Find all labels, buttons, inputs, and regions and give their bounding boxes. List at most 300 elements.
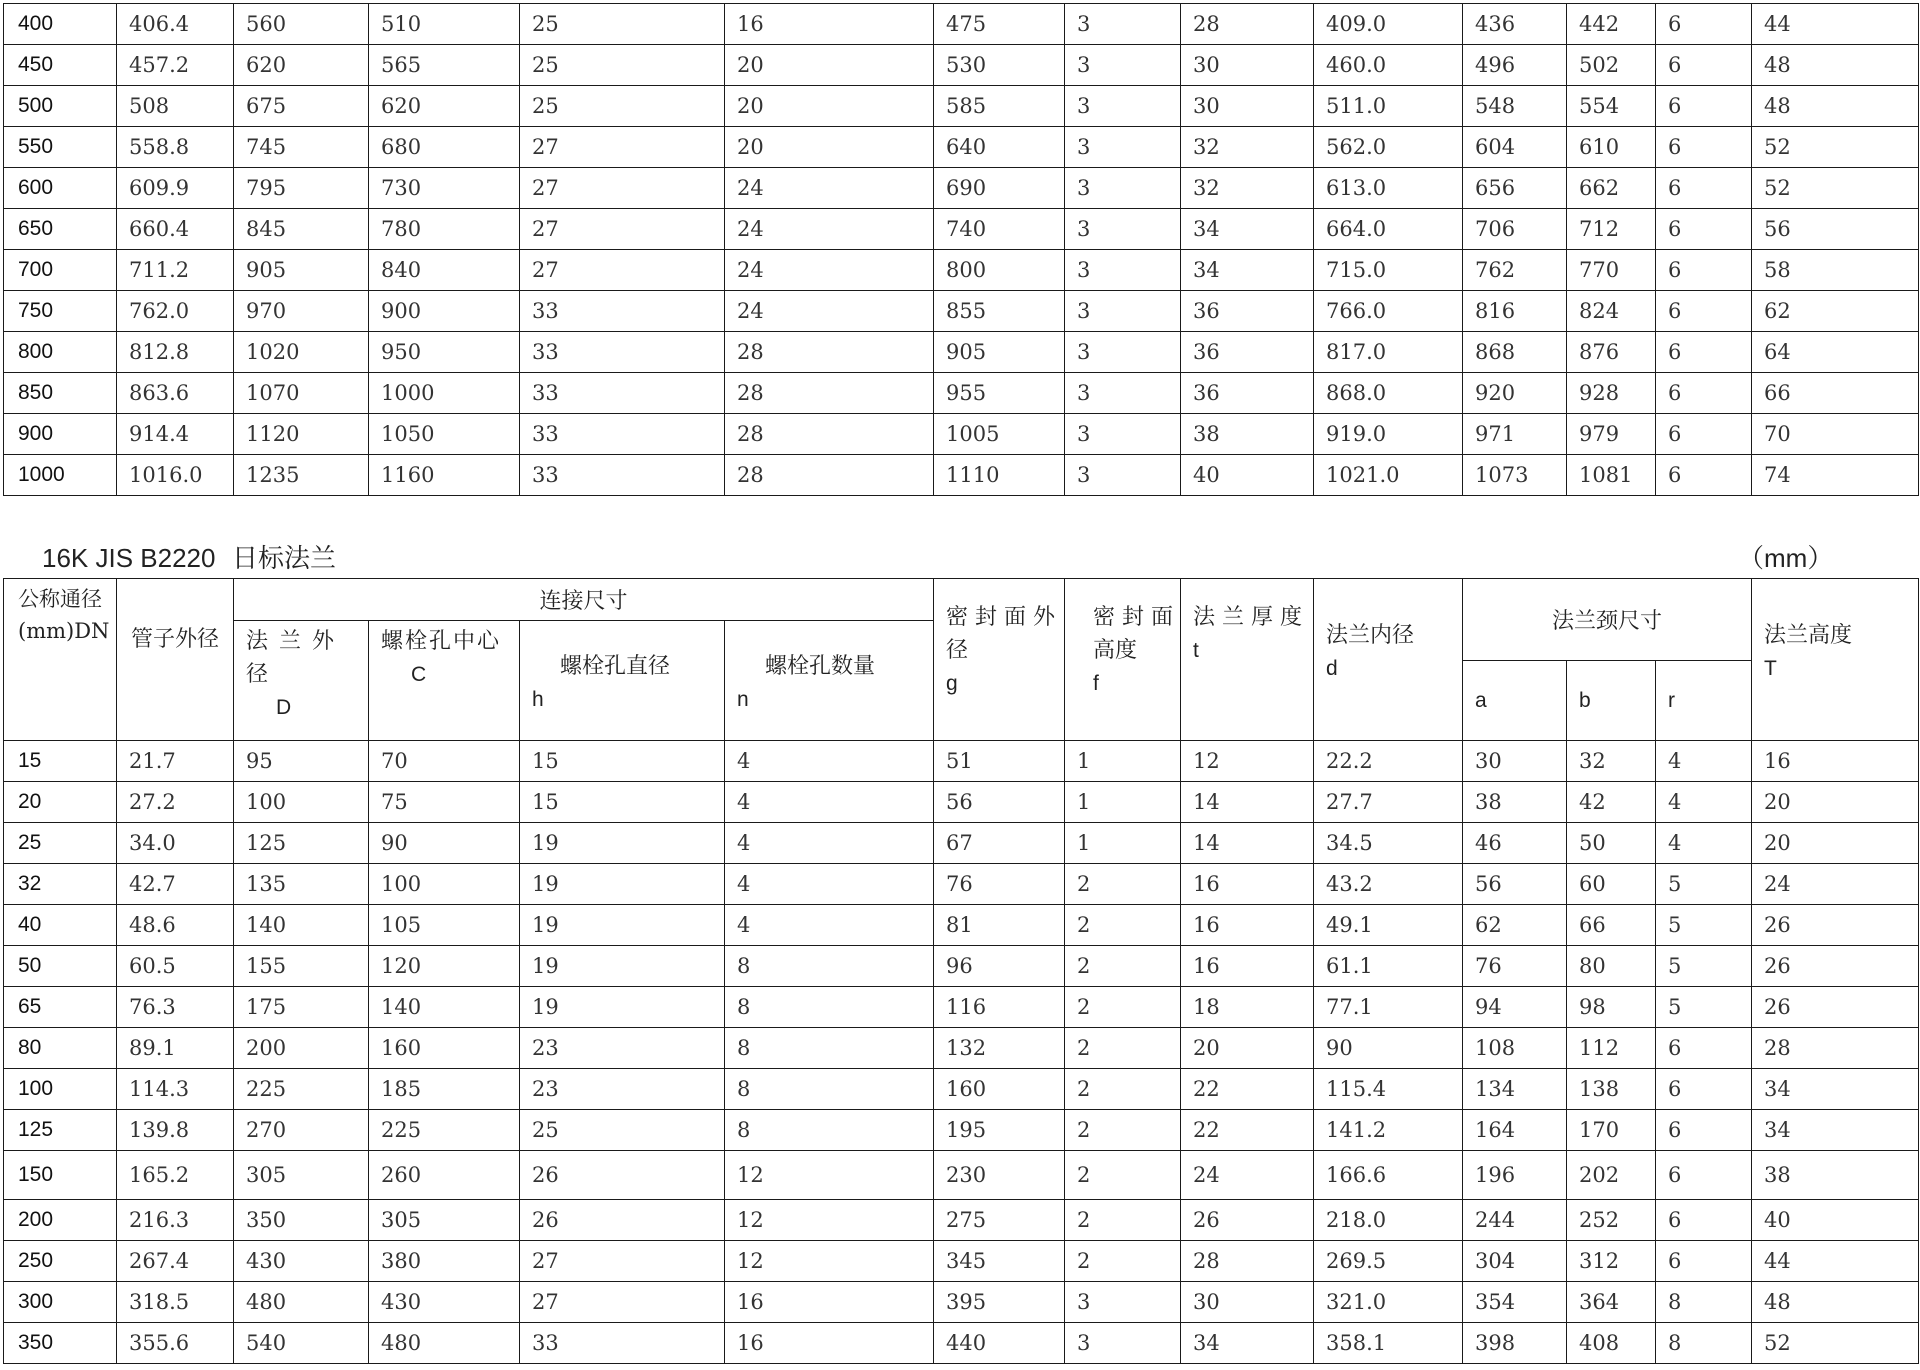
cell-value: 81 bbox=[934, 905, 1065, 946]
cell-value: 4 bbox=[725, 905, 934, 946]
cell-value: 868 bbox=[1463, 332, 1567, 373]
table-row bbox=[4, 168, 1919, 209]
cell-value: 141.2 bbox=[1314, 1110, 1463, 1151]
cell-value: 2 bbox=[1065, 905, 1181, 946]
cell-value: 364 bbox=[1567, 1282, 1656, 1323]
cell-value: 914.4 bbox=[117, 414, 234, 455]
cell-value: 817.0 bbox=[1314, 332, 1463, 373]
cell-value: 77.1 bbox=[1314, 987, 1463, 1028]
cell-value: 26 bbox=[520, 1200, 725, 1241]
cell-value: 1005 bbox=[934, 414, 1065, 455]
cell-value: 21.7 bbox=[117, 741, 234, 782]
cell-value: 508 bbox=[117, 86, 234, 127]
cell-value: 510 bbox=[369, 4, 520, 45]
table-row bbox=[4, 45, 1919, 86]
cell-value: 22 bbox=[1181, 1110, 1314, 1151]
cell-value: 200 bbox=[234, 1028, 369, 1069]
cell-value: 496 bbox=[1463, 45, 1567, 86]
cell-value: 740 bbox=[934, 209, 1065, 250]
cell-value: 70 bbox=[1752, 414, 1919, 455]
cell-value: 971 bbox=[1463, 414, 1567, 455]
cell-value: 656 bbox=[1463, 168, 1567, 209]
cell-value: 230 bbox=[934, 1151, 1065, 1200]
cell-value: 8 bbox=[1656, 1323, 1752, 1364]
table-row bbox=[4, 1323, 1919, 1364]
cell-value: 108 bbox=[1463, 1028, 1567, 1069]
header-dn: 公称通径(mm)DN bbox=[4, 579, 117, 741]
cell-value: 3 bbox=[1065, 373, 1181, 414]
cell-value: 28 bbox=[1752, 1028, 1919, 1069]
cell-value: 90 bbox=[1314, 1028, 1463, 1069]
cell-dn: 700 bbox=[4, 250, 117, 291]
cell-value: 216.3 bbox=[117, 1200, 234, 1241]
table-row bbox=[4, 414, 1919, 455]
unit-label: （mm） bbox=[1738, 543, 1834, 573]
table-row bbox=[4, 250, 1919, 291]
cell-value: 562.0 bbox=[1314, 127, 1463, 168]
cell-value: 26 bbox=[1752, 946, 1919, 987]
cell-value: 620 bbox=[234, 45, 369, 86]
cell-value: 16 bbox=[1181, 864, 1314, 905]
cell-value: 905 bbox=[234, 250, 369, 291]
cell-value: 18 bbox=[1181, 987, 1314, 1028]
cell-value: 3 bbox=[1065, 1323, 1181, 1364]
table-row bbox=[4, 1282, 1919, 1323]
cell-value: 27.7 bbox=[1314, 782, 1463, 823]
cell-value: 4 bbox=[1656, 741, 1752, 782]
cell-value: 502 bbox=[1567, 45, 1656, 86]
cell-value: 56 bbox=[1463, 864, 1567, 905]
cell-value: 690 bbox=[934, 168, 1065, 209]
cell-value: 5 bbox=[1656, 946, 1752, 987]
cell-value: 27.2 bbox=[117, 782, 234, 823]
cell-value: 19 bbox=[520, 987, 725, 1028]
cell-dn: 65 bbox=[4, 987, 117, 1028]
cell-value: 457.2 bbox=[117, 45, 234, 86]
cell-value: 436 bbox=[1463, 4, 1567, 45]
cell-dn: 900 bbox=[4, 414, 117, 455]
cell-value: 6 bbox=[1656, 1151, 1752, 1200]
cell-value: 74 bbox=[1752, 455, 1919, 496]
cell-value: 24 bbox=[1752, 864, 1919, 905]
cell-value: 6 bbox=[1656, 1110, 1752, 1151]
cell-value: 155 bbox=[234, 946, 369, 987]
cell-value: 565 bbox=[369, 45, 520, 86]
cell-value: 160 bbox=[369, 1028, 520, 1069]
cell-value: 196 bbox=[1463, 1151, 1567, 1200]
cell-value: 5 bbox=[1656, 987, 1752, 1028]
cell-value: 358.1 bbox=[1314, 1323, 1463, 1364]
table-row bbox=[4, 1028, 1919, 1069]
header-flange-id: 法兰内径 d bbox=[1314, 579, 1463, 741]
cell-value: 4 bbox=[725, 823, 934, 864]
cell-value: 762 bbox=[1463, 250, 1567, 291]
cell-dn: 550 bbox=[4, 127, 117, 168]
table-row bbox=[4, 741, 1919, 782]
cell-value: 61.1 bbox=[1314, 946, 1463, 987]
cell-value: 900 bbox=[369, 291, 520, 332]
cell-value: 30 bbox=[1181, 45, 1314, 86]
cell-value: 24 bbox=[725, 209, 934, 250]
cell-value: 318.5 bbox=[117, 1282, 234, 1323]
cell-value: 1016.0 bbox=[117, 455, 234, 496]
cell-dn: 200 bbox=[4, 1200, 117, 1241]
cell-value: 675 bbox=[234, 86, 369, 127]
cell-value: 2 bbox=[1065, 1151, 1181, 1200]
cell-value: 3 bbox=[1065, 127, 1181, 168]
cell-value: 19 bbox=[520, 823, 725, 864]
cell-value: 34 bbox=[1181, 250, 1314, 291]
cell-value: 16 bbox=[725, 1323, 934, 1364]
cell-value: 40 bbox=[1181, 455, 1314, 496]
cell-value: 6 bbox=[1656, 291, 1752, 332]
cell-value: 620 bbox=[369, 86, 520, 127]
cell-value: 28 bbox=[1181, 4, 1314, 45]
cell-value: 24 bbox=[1181, 1151, 1314, 1200]
cell-value: 711.2 bbox=[117, 250, 234, 291]
cell-value: 408 bbox=[1567, 1323, 1656, 1364]
cell-value: 745 bbox=[234, 127, 369, 168]
cell-value: 6 bbox=[1656, 45, 1752, 86]
cell-dn: 20 bbox=[4, 782, 117, 823]
cell-value: 312 bbox=[1567, 1241, 1656, 1282]
cell-value: 14 bbox=[1181, 823, 1314, 864]
cell-value: 6 bbox=[1656, 1241, 1752, 1282]
cell-value: 766.0 bbox=[1314, 291, 1463, 332]
cell-value: 28 bbox=[725, 455, 934, 496]
cell-value: 1081 bbox=[1567, 455, 1656, 496]
cell-value: 44 bbox=[1752, 1241, 1919, 1282]
cell-value: 12 bbox=[725, 1241, 934, 1282]
cell-value: 876 bbox=[1567, 332, 1656, 373]
header-neck: 法兰颈尺寸 bbox=[1463, 579, 1752, 661]
cell-value: 855 bbox=[934, 291, 1065, 332]
cell-value: 51 bbox=[934, 741, 1065, 782]
cell-value: 76 bbox=[1463, 946, 1567, 987]
cell-value: 398 bbox=[1463, 1323, 1567, 1364]
header-bolt-hole-qty: 螺栓孔数量 n bbox=[725, 621, 934, 741]
cell-value: 3 bbox=[1065, 455, 1181, 496]
cell-dn: 32 bbox=[4, 864, 117, 905]
cell-value: 33 bbox=[520, 332, 725, 373]
cell-value: 30 bbox=[1181, 86, 1314, 127]
cell-value: 48.6 bbox=[117, 905, 234, 946]
cell-value: 43.2 bbox=[1314, 864, 1463, 905]
cell-value: 34.0 bbox=[117, 823, 234, 864]
cell-value: 80 bbox=[1567, 946, 1656, 987]
cell-value: 56 bbox=[934, 782, 1065, 823]
cell-value: 66 bbox=[1567, 905, 1656, 946]
cell-value: 90 bbox=[369, 823, 520, 864]
header-seal-height: 密 封 面高度 f bbox=[1065, 579, 1181, 741]
cell-value: 8 bbox=[725, 1028, 934, 1069]
cell-value: 430 bbox=[369, 1282, 520, 1323]
cell-value: 442 bbox=[1567, 4, 1656, 45]
cell-value: 33 bbox=[520, 1323, 725, 1364]
cell-value: 2 bbox=[1065, 946, 1181, 987]
cell-value: 166.6 bbox=[1314, 1151, 1463, 1200]
cell-value: 354 bbox=[1463, 1282, 1567, 1323]
cell-value: 3 bbox=[1065, 4, 1181, 45]
cell-value: 664.0 bbox=[1314, 209, 1463, 250]
cell-value: 4 bbox=[1656, 782, 1752, 823]
cell-dn: 40 bbox=[4, 905, 117, 946]
cell-value: 42.7 bbox=[117, 864, 234, 905]
cell-value: 355.6 bbox=[117, 1323, 234, 1364]
cell-dn: 350 bbox=[4, 1323, 117, 1364]
table-row bbox=[4, 823, 1919, 864]
cell-value: 955 bbox=[934, 373, 1065, 414]
cell-value: 430 bbox=[234, 1241, 369, 1282]
cell-value: 26 bbox=[1752, 905, 1919, 946]
cell-dn: 100 bbox=[4, 1069, 117, 1110]
cell-value: 202 bbox=[1567, 1151, 1656, 1200]
cell-value: 270 bbox=[234, 1110, 369, 1151]
cell-value: 863.6 bbox=[117, 373, 234, 414]
cell-value: 3 bbox=[1065, 291, 1181, 332]
table-row bbox=[4, 987, 1919, 1028]
cell-dn: 750 bbox=[4, 291, 117, 332]
cell-dn: 1000 bbox=[4, 455, 117, 496]
cell-value: 218.0 bbox=[1314, 1200, 1463, 1241]
cell-value: 76 bbox=[934, 864, 1065, 905]
cell-value: 27 bbox=[520, 1241, 725, 1282]
cell-value: 15 bbox=[520, 782, 725, 823]
cell-value: 164 bbox=[1463, 1110, 1567, 1151]
cell-value: 440 bbox=[934, 1323, 1065, 1364]
cell-value: 48 bbox=[1752, 1282, 1919, 1323]
table-row bbox=[4, 1110, 1919, 1151]
cell-value: 120 bbox=[369, 946, 520, 987]
cell-value: 928 bbox=[1567, 373, 1656, 414]
cell-value: 16 bbox=[1181, 905, 1314, 946]
cell-value: 868.0 bbox=[1314, 373, 1463, 414]
cell-value: 558.8 bbox=[117, 127, 234, 168]
cell-value: 305 bbox=[369, 1200, 520, 1241]
cell-value: 12 bbox=[725, 1200, 934, 1241]
table-row bbox=[4, 905, 1919, 946]
cell-value: 480 bbox=[234, 1282, 369, 1323]
cell-value: 812.8 bbox=[117, 332, 234, 373]
cell-value: 660.4 bbox=[117, 209, 234, 250]
cell-value: 1 bbox=[1065, 782, 1181, 823]
cell-value: 304 bbox=[1463, 1241, 1567, 1282]
cell-value: 6 bbox=[1656, 455, 1752, 496]
cell-value: 560 bbox=[234, 4, 369, 45]
cell-dn: 600 bbox=[4, 168, 117, 209]
cell-value: 6 bbox=[1656, 4, 1752, 45]
cell-value: 475 bbox=[934, 4, 1065, 45]
cell-value: 6 bbox=[1656, 86, 1752, 127]
cell-value: 970 bbox=[234, 291, 369, 332]
table-row bbox=[4, 455, 1919, 496]
cell-value: 42 bbox=[1567, 782, 1656, 823]
header-connection: 连接尺寸 bbox=[234, 579, 934, 621]
cell-value: 2 bbox=[1065, 864, 1181, 905]
cell-value: 40 bbox=[1752, 1200, 1919, 1241]
cell-value: 16 bbox=[1181, 946, 1314, 987]
cell-value: 26 bbox=[520, 1151, 725, 1200]
cell-dn: 300 bbox=[4, 1282, 117, 1323]
cell-value: 52 bbox=[1752, 168, 1919, 209]
cell-value: 762.0 bbox=[117, 291, 234, 332]
cell-value: 715.0 bbox=[1314, 250, 1463, 291]
cell-value: 6 bbox=[1656, 1200, 1752, 1241]
cell-value: 2 bbox=[1065, 1028, 1181, 1069]
cell-value: 610 bbox=[1567, 127, 1656, 168]
cell-value: 58 bbox=[1752, 250, 1919, 291]
header-bolt-hole-dia: 螺栓孔直径 h bbox=[520, 621, 725, 741]
header-neck-r: r bbox=[1656, 661, 1752, 741]
cell-value: 185 bbox=[369, 1069, 520, 1110]
cell-value: 662 bbox=[1567, 168, 1656, 209]
cell-value: 6 bbox=[1656, 414, 1752, 455]
cell-value: 19 bbox=[520, 946, 725, 987]
cell-value: 50 bbox=[1567, 823, 1656, 864]
cell-value: 20 bbox=[1181, 1028, 1314, 1069]
cell-dn: 800 bbox=[4, 332, 117, 373]
cell-value: 22.2 bbox=[1314, 741, 1463, 782]
cell-value: 350 bbox=[234, 1200, 369, 1241]
cell-value: 770 bbox=[1567, 250, 1656, 291]
cell-value: 38 bbox=[1752, 1151, 1919, 1200]
cell-value: 44 bbox=[1752, 4, 1919, 45]
cell-value: 26 bbox=[1181, 1200, 1314, 1241]
cell-value: 16 bbox=[1752, 741, 1919, 782]
cell-value: 23 bbox=[520, 1028, 725, 1069]
cell-value: 840 bbox=[369, 250, 520, 291]
cell-value: 1021.0 bbox=[1314, 455, 1463, 496]
cell-value: 252 bbox=[1567, 1200, 1656, 1241]
cell-value: 134 bbox=[1463, 1069, 1567, 1110]
cell-value: 2 bbox=[1065, 1241, 1181, 1282]
cell-value: 1070 bbox=[234, 373, 369, 414]
cell-value: 540 bbox=[234, 1323, 369, 1364]
cell-value: 6 bbox=[1656, 1069, 1752, 1110]
cell-value: 95 bbox=[234, 741, 369, 782]
cell-value: 28 bbox=[725, 332, 934, 373]
table-row bbox=[4, 864, 1919, 905]
cell-value: 267.4 bbox=[117, 1241, 234, 1282]
cell-value: 32 bbox=[1181, 168, 1314, 209]
cell-dn: 50 bbox=[4, 946, 117, 987]
cell-dn: 125 bbox=[4, 1110, 117, 1151]
cell-value: 38 bbox=[1181, 414, 1314, 455]
cell-value: 34 bbox=[1181, 209, 1314, 250]
table-row bbox=[4, 1200, 1919, 1241]
cell-value: 12 bbox=[725, 1151, 934, 1200]
cell-value: 244 bbox=[1463, 1200, 1567, 1241]
cell-value: 34 bbox=[1752, 1110, 1919, 1151]
cell-value: 48 bbox=[1752, 86, 1919, 127]
cell-value: 20 bbox=[725, 127, 934, 168]
header-flange-height: 法兰高度 T bbox=[1752, 579, 1919, 741]
cell-value: 23 bbox=[520, 1069, 725, 1110]
cell-value: 27 bbox=[520, 168, 725, 209]
table-row bbox=[4, 127, 1919, 168]
cell-value: 36 bbox=[1181, 373, 1314, 414]
cell-dn: 450 bbox=[4, 45, 117, 86]
cell-value: 46 bbox=[1463, 823, 1567, 864]
cell-value: 34 bbox=[1752, 1069, 1919, 1110]
cell-value: 15 bbox=[520, 741, 725, 782]
cell-value: 640 bbox=[934, 127, 1065, 168]
cell-value: 6 bbox=[1656, 332, 1752, 373]
header-neck-b: b bbox=[1567, 661, 1656, 741]
cell-value: 920 bbox=[1463, 373, 1567, 414]
header-neck-a: a bbox=[1463, 661, 1567, 741]
cell-value: 52 bbox=[1752, 127, 1919, 168]
cell-value: 27 bbox=[520, 1282, 725, 1323]
cell-value: 395 bbox=[934, 1282, 1065, 1323]
cell-value: 8 bbox=[1656, 1282, 1752, 1323]
cell-value: 1 bbox=[1065, 741, 1181, 782]
cell-value: 62 bbox=[1463, 905, 1567, 946]
cell-value: 24 bbox=[725, 168, 934, 209]
cell-value: 140 bbox=[369, 987, 520, 1028]
cell-value: 30 bbox=[1181, 1282, 1314, 1323]
cell-value: 28 bbox=[725, 414, 934, 455]
cell-value: 712 bbox=[1567, 209, 1656, 250]
section-title: 16K JIS B2220 日标法兰 bbox=[42, 543, 337, 574]
cell-value: 112 bbox=[1567, 1028, 1656, 1069]
cell-value: 60 bbox=[1567, 864, 1656, 905]
cell-value: 27 bbox=[520, 209, 725, 250]
cell-value: 979 bbox=[1567, 414, 1656, 455]
cell-value: 6 bbox=[1656, 127, 1752, 168]
cell-value: 70 bbox=[369, 741, 520, 782]
cell-value: 27 bbox=[520, 250, 725, 291]
cell-value: 26 bbox=[1752, 987, 1919, 1028]
cell-value: 36 bbox=[1181, 332, 1314, 373]
cell-value: 1000 bbox=[369, 373, 520, 414]
cell-dn: 80 bbox=[4, 1028, 117, 1069]
cell-value: 56 bbox=[1752, 209, 1919, 250]
cell-dn: 500 bbox=[4, 86, 117, 127]
cell-value: 25 bbox=[520, 86, 725, 127]
cell-value: 160 bbox=[934, 1069, 1065, 1110]
cell-value: 4 bbox=[725, 782, 934, 823]
cell-value: 170 bbox=[1567, 1110, 1656, 1151]
cell-value: 2 bbox=[1065, 1200, 1181, 1241]
cell-value: 20 bbox=[1752, 782, 1919, 823]
cell-value: 409.0 bbox=[1314, 4, 1463, 45]
cell-value: 275 bbox=[934, 1200, 1065, 1241]
cell-value: 919.0 bbox=[1314, 414, 1463, 455]
cell-value: 94 bbox=[1463, 987, 1567, 1028]
cell-value: 12 bbox=[1181, 741, 1314, 782]
cell-value: 114.3 bbox=[117, 1069, 234, 1110]
flange-table-16k bbox=[3, 578, 1919, 1364]
cell-value: 66 bbox=[1752, 373, 1919, 414]
cell-value: 48 bbox=[1752, 45, 1919, 86]
cell-value: 780 bbox=[369, 209, 520, 250]
table-row bbox=[4, 946, 1919, 987]
cell-value: 115.4 bbox=[1314, 1069, 1463, 1110]
cell-value: 36 bbox=[1181, 291, 1314, 332]
cell-dn: 850 bbox=[4, 373, 117, 414]
cell-value: 1050 bbox=[369, 414, 520, 455]
table-row bbox=[4, 332, 1919, 373]
cell-value: 8 bbox=[725, 987, 934, 1028]
cell-dn: 650 bbox=[4, 209, 117, 250]
cell-value: 3 bbox=[1065, 1282, 1181, 1323]
cell-value: 795 bbox=[234, 168, 369, 209]
cell-value: 27 bbox=[520, 127, 725, 168]
cell-value: 3 bbox=[1065, 209, 1181, 250]
cell-value: 116 bbox=[934, 987, 1065, 1028]
cell-value: 96 bbox=[934, 946, 1065, 987]
